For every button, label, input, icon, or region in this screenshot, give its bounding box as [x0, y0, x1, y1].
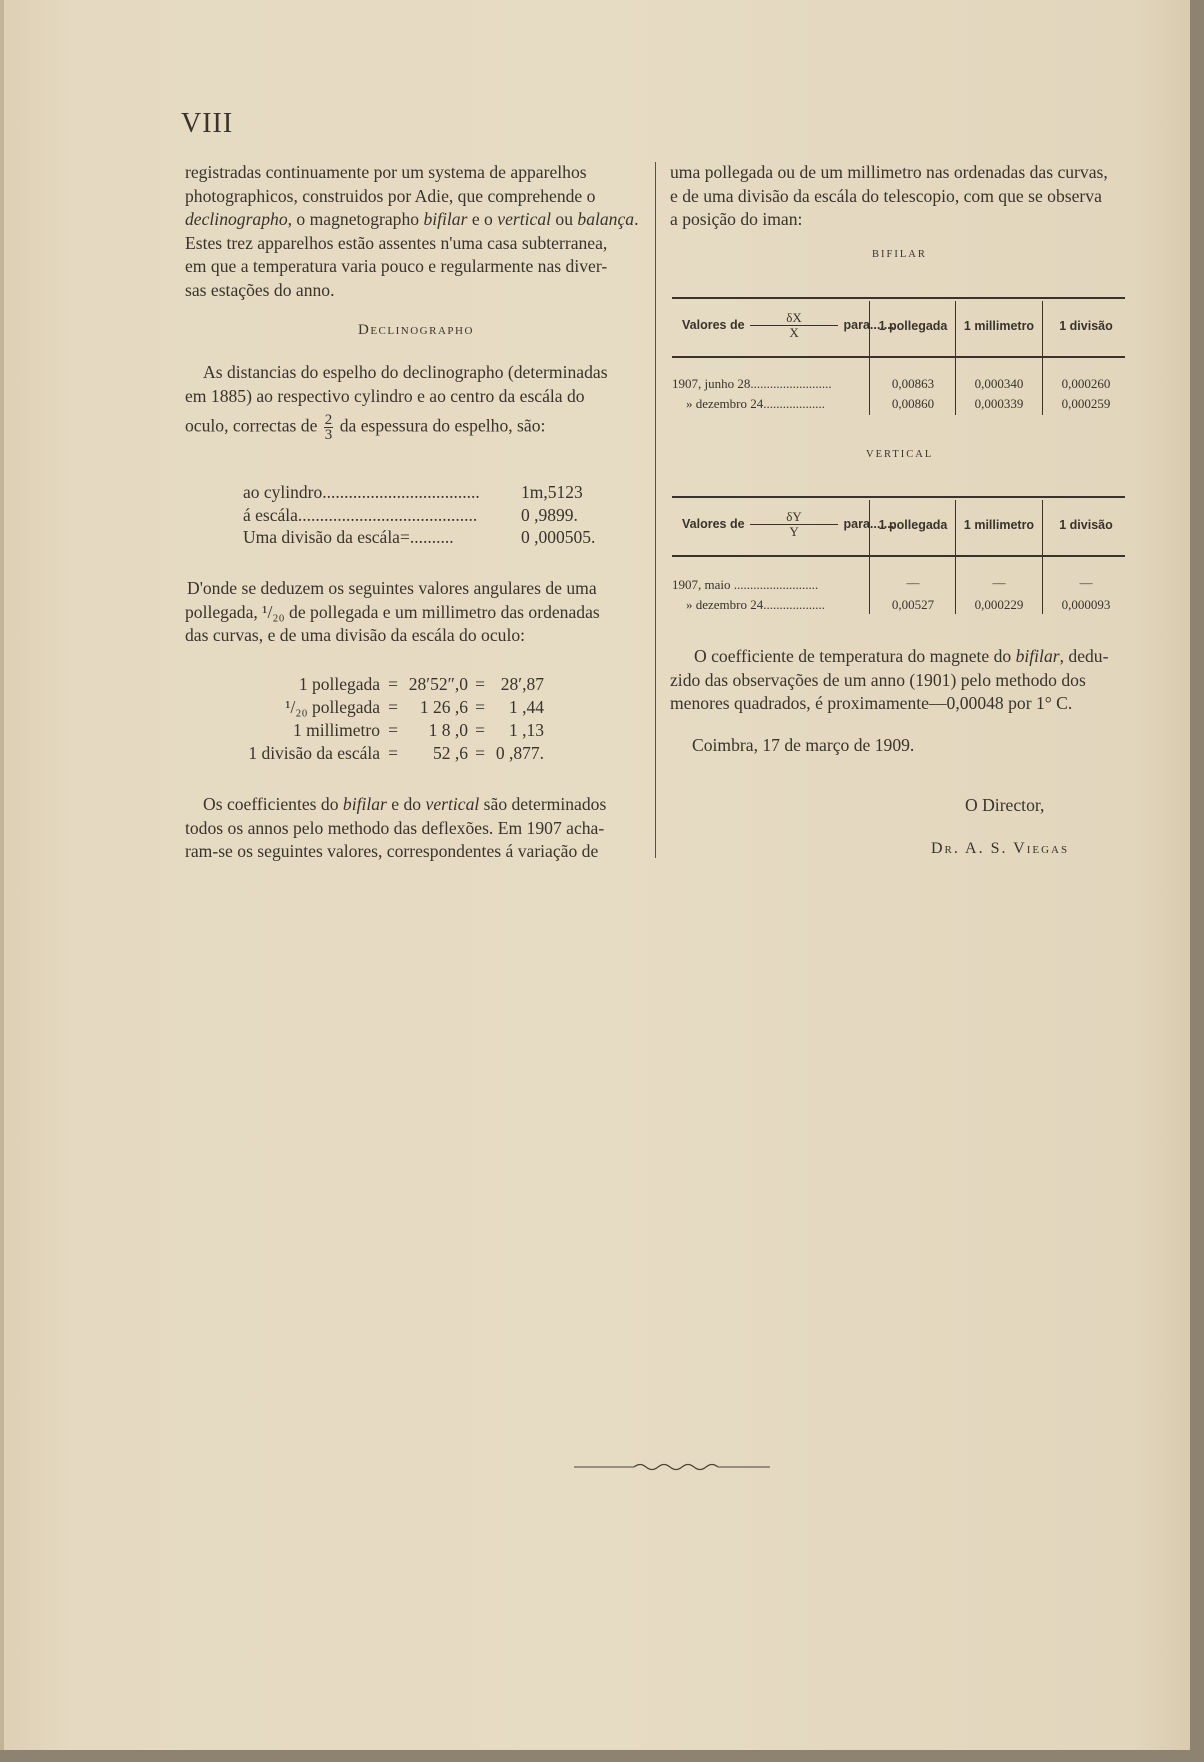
table-row-label: » dezembro 24................... [686, 597, 826, 612]
table-header-cell: 1 millimetro [963, 319, 1035, 333]
fraction-delta-y: $\frac{\delta Y}{Y}$ [750, 510, 838, 539]
page-left-edge [0, 0, 4, 1762]
text-line: oculo, correctas de $\frac{2}{3}$ da espessura do espelho, são: [185, 412, 546, 443]
left-paragraph-2 [185, 361, 642, 442]
page-bottom-edge [0, 1750, 1204, 1762]
table-cell: 0,00527 [891, 597, 935, 612]
text-line: e de uma divisão da escála do telescopio, com que se observa [670, 185, 1102, 206]
text-line: As distancias do espelho do declinographo (determinadas [203, 362, 608, 382]
page-number: VIII [181, 108, 234, 139]
page-right-edge [1190, 0, 1204, 1762]
fraction-two-thirds: $\frac{2}{3}$ [324, 412, 333, 443]
table-cell: 0,00863 [891, 376, 935, 391]
left-paragraph-4 [185, 793, 642, 864]
measurement-row: Uma divisão da escála=.......... 0 ,000505. [243, 527, 596, 547]
table-cell: 0,000093 [1061, 597, 1111, 612]
table-header-label: Valores de $\frac{\delta X}{X}$ para....... [682, 310, 895, 340]
table-header-cell: 1 pollegada [878, 319, 948, 333]
table-cell: 0,00860 [891, 396, 935, 411]
angular-value-row: 1 pollegada = 28′52″,0 = 28′,87 [298, 674, 544, 694]
text-line: zido das observações de um anno (1901) pelo methodo dos [670, 669, 1086, 690]
table-top-rule [672, 297, 1125, 299]
text-line: a posição do iman: [670, 209, 803, 229]
bifilar-table [672, 297, 1125, 415]
text-line: sas estações do anno. [185, 279, 335, 300]
table-header-rule [672, 555, 1125, 557]
column-divider [655, 162, 656, 858]
right-paragraph-1 [670, 161, 1127, 232]
table-row-label: 1907, maio .......................... [672, 577, 819, 592]
angular-value-row: ¹/₂₀ pollegada = 1 26 ,6 = 1 ,44 [285, 697, 544, 717]
vertical-heading: VERTICAL [866, 449, 934, 460]
text-line: em que a temperatura varia pouco e regularmente nas diver- [185, 256, 608, 276]
table-header-cell: 1 millimetro [963, 518, 1035, 532]
table-cell: 0,000260 [1061, 376, 1111, 391]
table-cell: — [1079, 575, 1093, 590]
vertical-table [672, 496, 1125, 614]
text-line: uma pollegada ou de um millimetro nas ordenadas das curvas, [670, 162, 1108, 182]
text-line: photographicos, construidos por Adie, que comprehende o [185, 185, 596, 206]
angular-values-table [220, 673, 544, 765]
bifilar-heading: BIFILAR [872, 249, 927, 260]
table-cell: 0,000229 [974, 597, 1024, 612]
text-line: menores quadrados, é proximamente—0,00048 por 1° C. [670, 693, 1073, 713]
text-line: registradas continuamente por um systema de apparelhos [185, 162, 587, 182]
distance-measurements [243, 481, 595, 549]
signoff: O Director, [965, 795, 1045, 815]
angular-value-row: 1 millimetro = 1 8 ,0 = 1 ,13 [292, 720, 544, 740]
table-cell: 0,000259 [1061, 396, 1111, 411]
text-line: todos os annos pelo methodo das deflexões. Em 1907 acha- [185, 817, 605, 838]
table-cell: 0,000340 [974, 376, 1024, 391]
ornamental-rule [574, 1460, 770, 1474]
measurement-row: á escála......................................... 0 ,9899. [243, 504, 578, 525]
signature: Dr. A. S. Viegas [931, 840, 1070, 857]
table-row-label: 1907, junho 28......................... [672, 376, 832, 391]
text-line: Estes trez apparelhos estão assentes n'uma casa subterranea, [185, 232, 608, 253]
left-paragraph-1 [185, 161, 642, 302]
table-cell: 0,000339 [974, 396, 1024, 411]
table-header-cell: 1 pollegada [878, 518, 948, 532]
text-line: das curvas, e de uma divisão da escála do oculo: [185, 625, 526, 645]
date-line: Coimbra, 17 de março de 1909. [692, 735, 915, 755]
declinographo-heading: Declinographo [358, 322, 474, 338]
table-cell: — [992, 575, 1006, 590]
text-line: D'onde se deduzem os seguintes valores angulares de uma [187, 578, 597, 598]
measurement-row: ao cylindro.................................... 1m,5123 [243, 482, 583, 502]
angular-value-row: 1 divisão da escála = 52 ,6 = 0 ,877. [248, 743, 544, 763]
text-line: ram-se os seguintes valores, correspondentes á variação de [185, 841, 599, 861]
table-header-cell: 1 divisão [1059, 319, 1113, 333]
fraction-delta-x: $\frac{\delta X}{X}$ [750, 311, 838, 340]
table-top-rule [672, 496, 1125, 498]
table-cell: — [906, 575, 920, 590]
table-row-label: » dezembro 24................... [686, 396, 826, 411]
left-paragraph-3 [185, 577, 642, 648]
table-header-label: Valores de $\frac{\delta Y}{Y}$ para....... [682, 509, 895, 539]
text-line: em 1885) ao respectivo cylindro e ao centro da escála do [185, 385, 585, 406]
table-header-rule [672, 356, 1125, 358]
text-line: declinographo, o magnetographo bifilar e o vertical ou balança. [185, 209, 639, 229]
text-line: O coefficiente de temperatura do magnete do bifilar, dedu- [694, 646, 1109, 666]
text-line: pollegada, ¹/₂₀ de pollegada e um millimetro das ordenadas [185, 601, 600, 622]
table-header-cell: 1 divisão [1059, 518, 1113, 532]
text-line: Os coefficientes do bifilar e do vertical são determinados [203, 794, 607, 814]
right-paragraph-2 [670, 645, 1127, 716]
